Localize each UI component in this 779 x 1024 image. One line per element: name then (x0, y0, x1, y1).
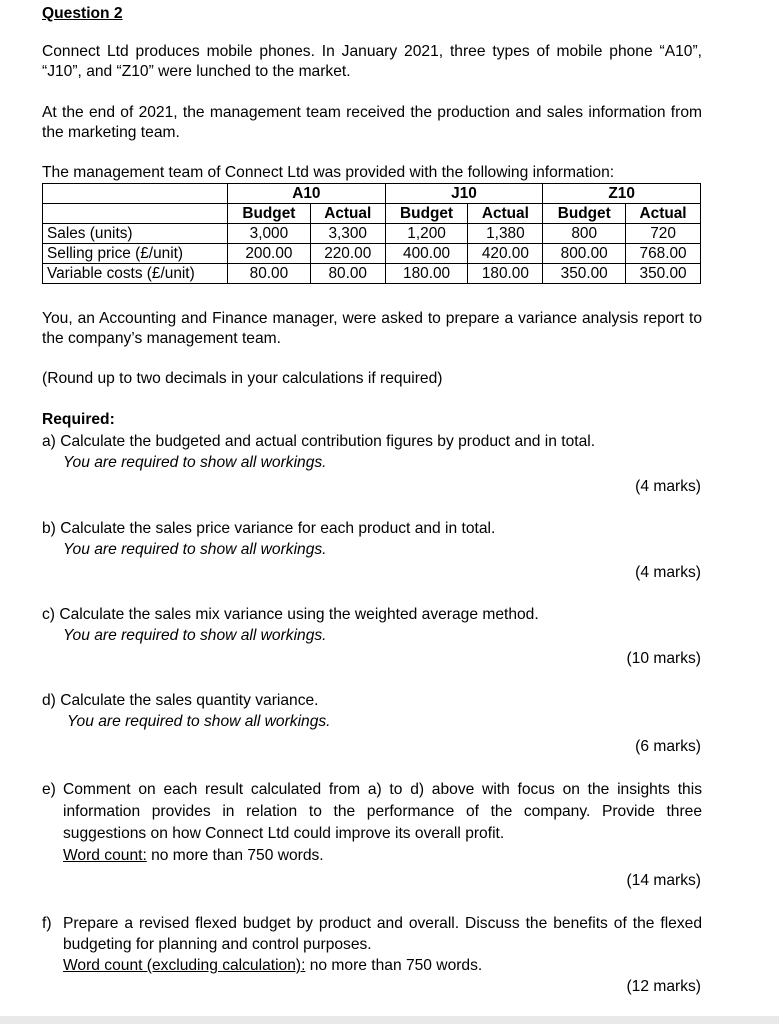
question-c (42, 604, 702, 646)
product-header-a10: A10 (228, 184, 386, 204)
question-a-text: a) Calculate the budgeted and actual contribution figures by product and in total. (42, 433, 596, 450)
page-bottom-edge (0, 1016, 779, 1024)
question-e-prefix: e) (42, 781, 56, 798)
question-f (42, 913, 702, 976)
information-table (42, 183, 701, 284)
table-cell: 3,300 (310, 224, 385, 244)
question-d-text: d) Calculate the sales quantity variance. (42, 692, 319, 709)
empty-label-cell (43, 204, 228, 224)
question-e-word-count-text: no more than 750 words. (146, 847, 324, 864)
table-cell: 180.00 (468, 264, 543, 284)
subheader-cell: Actual (310, 204, 385, 224)
question-e-marks: (14 marks) (626, 872, 701, 889)
intro-paragraph-3: The management team of Connect Ltd was provided with the following information: (42, 164, 615, 181)
table-cell: 800 (543, 224, 626, 244)
table-cell: 350.00 (626, 264, 701, 284)
table-cell: 350.00 (543, 264, 626, 284)
question-e (42, 779, 702, 867)
table-cell: 180.00 (385, 264, 468, 284)
subheader-cell: Actual (626, 204, 701, 224)
question-b-marks: (4 marks) (635, 564, 701, 581)
question-d-marks: (6 marks) (635, 738, 701, 755)
table-cell: 200.00 (228, 244, 311, 264)
table-row-sales-units (43, 224, 701, 244)
question-a (42, 431, 702, 473)
table-cell: 1,200 (385, 224, 468, 244)
product-header-j10: J10 (385, 184, 543, 204)
subheader-cell: Budget (228, 204, 311, 224)
table-cell: 720 (626, 224, 701, 244)
table-cell: 3,000 (228, 224, 311, 244)
question-b-instruction: You are required to show all workings. (63, 541, 327, 558)
rounding-note: (Round up to two decimals in your calculations if required) (42, 370, 443, 387)
empty-corner-cell (43, 184, 228, 204)
question-b (42, 518, 702, 560)
row-label: Sales (units) (43, 224, 228, 244)
table-cell: 400.00 (385, 244, 468, 264)
product-header-z10: Z10 (543, 184, 701, 204)
question-c-marks: (10 marks) (626, 650, 701, 667)
subheader-cell: Actual (468, 204, 543, 224)
question-d (42, 690, 702, 732)
product-header-row (43, 184, 701, 204)
table-row-variable-costs (43, 264, 701, 284)
subheader-row (43, 204, 701, 224)
question-d-instruction: You are required to show all workings. (67, 713, 331, 730)
table-cell: 420.00 (468, 244, 543, 264)
question-f-text: Prepare a revised flexed budget by product and overall. Discuss the benefits of the flexed budgeting for planning and control purposes. (63, 915, 702, 953)
question-f-prefix: f) (42, 915, 52, 932)
intro-paragraph-1: Connect Ltd produces mobile phones. In January 2021, three types of mobile phone “A10”, “J10”, and “Z10” were lunched to the market. (42, 43, 702, 80)
required-heading: Required: (42, 411, 115, 428)
row-label: Selling price (£/unit) (43, 244, 228, 264)
table-cell: 800.00 (543, 244, 626, 264)
question-e-word-count-label: Word count: (63, 847, 147, 864)
table-cell: 1,380 (468, 224, 543, 244)
table-cell: 80.00 (310, 264, 385, 284)
subheader-cell: Budget (543, 204, 626, 224)
question-f-word-count-label: Word count (excluding calculation): (63, 957, 306, 974)
question-a-marks: (4 marks) (635, 478, 701, 495)
subheader-cell: Budget (385, 204, 468, 224)
row-label: Variable costs (£/unit) (43, 264, 228, 284)
table-cell: 80.00 (228, 264, 311, 284)
intro-paragraph-2: At the end of 2021, the management team received the production and sales information from the marketing team. (42, 104, 702, 141)
question-f-word-count-text: no more than 750 words. (305, 957, 483, 974)
table-cell: 220.00 (310, 244, 385, 264)
task-paragraph: You, an Accounting and Finance manager, were asked to prepare a variance analysis report to the company’s management team. (42, 310, 702, 347)
question-c-text: c) Calculate the sales mix variance using the weighted average method. (42, 606, 539, 623)
table-row-selling-price (43, 244, 701, 264)
question-c-instruction: You are required to show all workings. (63, 627, 327, 644)
question-a-instruction: You are required to show all workings. (63, 454, 327, 471)
question-b-text: b) Calculate the sales price variance for each product and in total. (42, 520, 496, 537)
question-f-marks: (12 marks) (626, 978, 701, 995)
question-title: Question 2 (42, 5, 123, 22)
table-cell: 768.00 (626, 244, 701, 264)
question-e-text: Comment on each result calculated from a) to d) above with focus on the insights this information provides in relation to the performance of the company. Provide three suggestions on how Connect Ltd could improve its overall profit. (63, 781, 702, 842)
